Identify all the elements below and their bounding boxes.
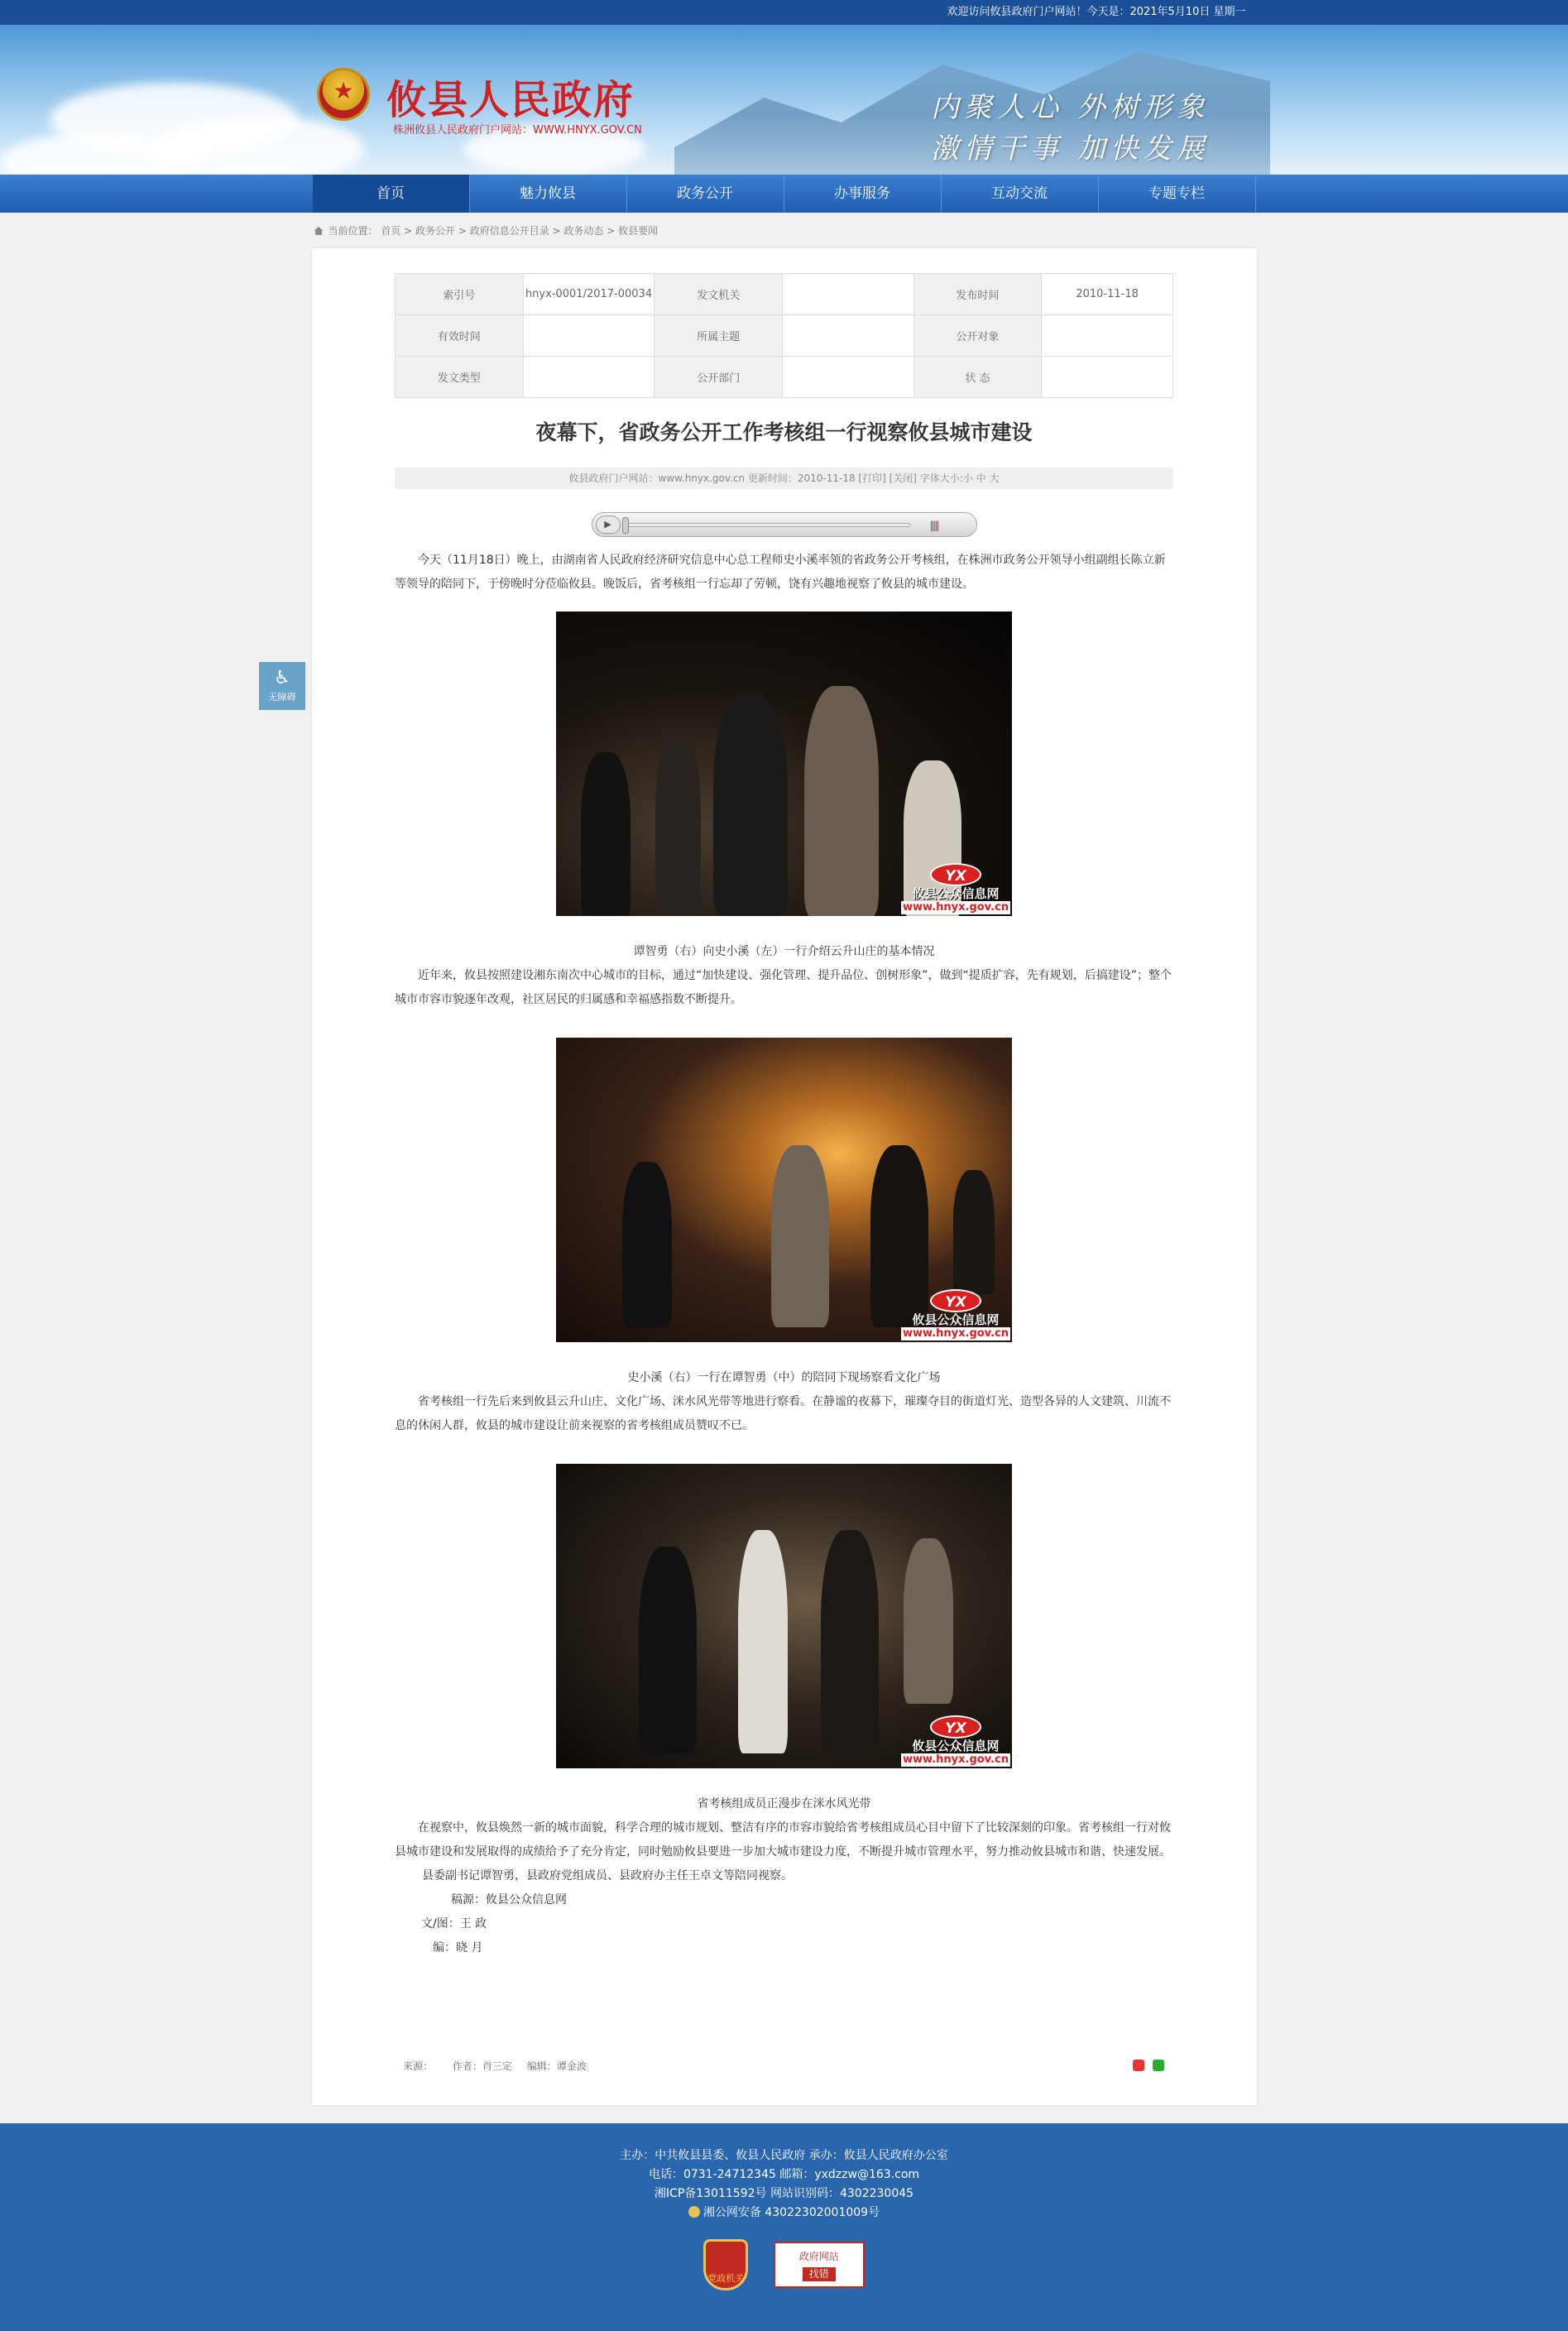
site-footer [0, 2123, 1568, 2331]
article-info-bar: 攸县政府门户网站：www.hnyx.gov.cn 更新时间：2010-11-18 [打印] [关闭] 字体大小:小 中 大 [395, 468, 1173, 489]
watermark-logo: YX [930, 1715, 981, 1739]
watermark-line1: 攸县公众信息网 [912, 886, 1000, 901]
meta-label: 发文类型 [396, 357, 524, 398]
site-subtitle: 株洲攸县人民政府门户网站：WWW.HNYX.GOV.CN [393, 124, 642, 137]
site-title[interactable]: 攸县人民政府 [386, 77, 635, 123]
wechat-share-icon[interactable] [1153, 2060, 1164, 2071]
meta-value [783, 274, 914, 315]
article-editor: 编：晓 月 [433, 1941, 483, 1954]
watermark-logo: YX [930, 863, 981, 886]
article-paragraph: 今天（11月18日）晚上，由湖南省人民政府经济研究信息中心总工程师史小溪率领的省政务公开考核组，在株洲市政务公开领导小组副组长陈立新等领导的陪同下，于傍晚时分莅临攸县。晚饭后，省考核组一行忘却了劳顿，饶有兴趣地视察了攸县的城市建设。 [395, 554, 1166, 591]
watermark-line1: 攸县公众信息网 [912, 1739, 1000, 1753]
photo-caption: 史小溪（右）一行在谭智勇（中）的陪同下现场察看文化广场 [627, 1371, 941, 1384]
meta-value [523, 357, 655, 398]
meta-label: 索引号 [396, 274, 524, 315]
slogan-line2: 激情干事 加快发展 [931, 132, 1210, 165]
author-label: 作者：肖三定 [452, 2060, 512, 2072]
article-photo [556, 612, 1012, 916]
meta-value: 2010-11-18 [1042, 274, 1173, 315]
audio-player [592, 512, 977, 537]
report-error-badge[interactable] [774, 2242, 865, 2288]
article-paragraph: 近年来，攸县按照建设湘东南次中心城市的目标，通过“加快建设、强化管理、提升品位、创树形象”，做到“提质扩容，先有规划，后搞建设”；整个城市市容市貌逐年改观，社区居民的归属感和幸福感指数不断提升。 [395, 969, 1172, 1006]
meta-label: 公开部门 [655, 357, 783, 398]
nav-home[interactable]: 首页 [313, 175, 470, 213]
footer-police-record[interactable]: 湘公网安备 43022302001009号 [0, 2204, 1568, 2223]
meta-label: 发文机关 [655, 274, 783, 315]
meta-value [783, 315, 914, 357]
nav-services[interactable]: 办事服务 [784, 175, 942, 213]
breadcrumb-prefix: 当前位置： [328, 225, 378, 237]
meta-value [523, 315, 655, 357]
meta-label: 公开对象 [913, 315, 1042, 357]
photo-watermark [901, 863, 1010, 914]
main-panel [312, 248, 1257, 2105]
watermark-line2: www.hnyx.gov.cn [903, 1327, 1009, 1340]
breadcrumb [313, 213, 1256, 249]
accessibility-label: 无障碍 [268, 692, 296, 703]
volume-icon[interactable]: ||||| [929, 520, 938, 531]
national-emblem-icon [317, 68, 370, 121]
article-photo [556, 1038, 1012, 1342]
article-source: 稿源：攸县公众信息网 [451, 1893, 567, 1907]
watermark-line1: 攸县公众信息网 [912, 1312, 1000, 1327]
header-banner [0, 25, 1568, 175]
nav-special-topics[interactable]: 专题专栏 [1099, 175, 1256, 213]
watermark-line2: www.hnyx.gov.cn [903, 1753, 1009, 1766]
nav-government-affairs[interactable]: 政务公开 [627, 175, 784, 213]
meta-value [1042, 315, 1173, 357]
metadata-table [395, 273, 1173, 398]
meta-value [1042, 357, 1173, 398]
footer-sponsor: 主办：中共攸县县委、攸县人民政府 承办：攸县人民政府办公室 [620, 2149, 948, 2162]
accessibility-button[interactable] [259, 662, 305, 710]
meta-label: 发布时间 [913, 274, 1042, 315]
police-badge-icon [688, 2206, 700, 2218]
article-paragraph: 在视察中，攸县焕然一新的城市面貌，科学合理的城市规划、整洁有序的市容市貌给省考核组成员心目中留下了比较深刻的印象。省考核组一行对攸县城市建设和发展取得的成绩给予了充分肯定，同时勉励攸县要进一步加大城市建设力度，不断提升城市管理水平，努力推动攸县城市和谐、快速发展。 [395, 1821, 1171, 1859]
nav-interaction[interactable]: 互动交流 [942, 175, 1099, 213]
nav-charm-youxian[interactable]: 魅力攸县 [470, 175, 627, 213]
meta-value: hnyx-0001/2017-00034 [523, 274, 655, 315]
party-government-badge[interactable]: 党政机关 [703, 2239, 748, 2290]
breadcrumb-path[interactable]: 首页 > 政务公开 > 政府信息公开目录 > 政务动态 > 攸县要闻 [381, 225, 659, 237]
source-label: 来源： [403, 2060, 434, 2072]
meta-label: 有效时间 [396, 315, 524, 357]
welcome-text: 欢迎访问攸县政府门户网站！今天是：2021年5月10日 星期一 [947, 6, 1246, 18]
footer-icp[interactable]: 湘ICP备13011592号 网站识别码：4302230045 [654, 2187, 914, 2200]
progress-track[interactable] [626, 523, 910, 527]
photo-caption: 省考核组成员正漫步在洣水风光带 [697, 1797, 871, 1811]
watermark-line2: www.hnyx.gov.cn [903, 901, 1009, 914]
home-icon [314, 227, 324, 235]
meta-label: 状 态 [913, 357, 1042, 398]
article-footer [403, 2059, 1164, 2073]
weibo-share-icon[interactable] [1133, 2060, 1144, 2071]
slogan-line1: 内聚人心 外树形象 [931, 91, 1210, 124]
article-title: 夜幕下，省政务公开工作考核组一行视察攸县城市建设 [535, 420, 1033, 444]
photo-watermark [901, 1715, 1010, 1767]
top-bar [0, 0, 1568, 25]
play-button[interactable]: ▶ [596, 516, 621, 534]
footer-contact: 电话：0731-24712345 邮箱：yxdzzw@163.com [648, 2168, 920, 2181]
photo-watermark [901, 1289, 1010, 1341]
article-author: 文/图：王 政 [421, 1917, 487, 1931]
meta-label: 所属主题 [655, 315, 783, 357]
wheelchair-icon: ♿ [274, 668, 290, 688]
main-nav [0, 175, 1568, 213]
article-paragraph: 县委副书记谭智勇，县政府党组成员、县政府办主任王卓文等陪同视察。 [422, 1869, 793, 1883]
watermark-logo: YX [930, 1289, 981, 1312]
photo-caption: 谭智勇（右）向史小溪（左）一行介绍云升山庄的基本情况 [633, 945, 935, 958]
report-error-line2: 找错 [803, 2267, 836, 2281]
article-paragraph: 省考核组一行先后来到攸县云升山庄、文化广场、洣水风光带等地进行察看。在静谧的夜幕下，璀璨夺目的街道灯光、造型各异的人文建筑、川流不息的休闲人群，攸县的城市建设让前来视察的省考核组成员赞叹不已。 [395, 1395, 1171, 1432]
meta-value [783, 357, 914, 398]
article-photo [556, 1464, 1012, 1768]
report-error-line1: 政府网站 [798, 2251, 839, 2262]
editor-label: 编辑：谭金波 [526, 2060, 587, 2072]
progress-thumb[interactable] [622, 517, 629, 534]
